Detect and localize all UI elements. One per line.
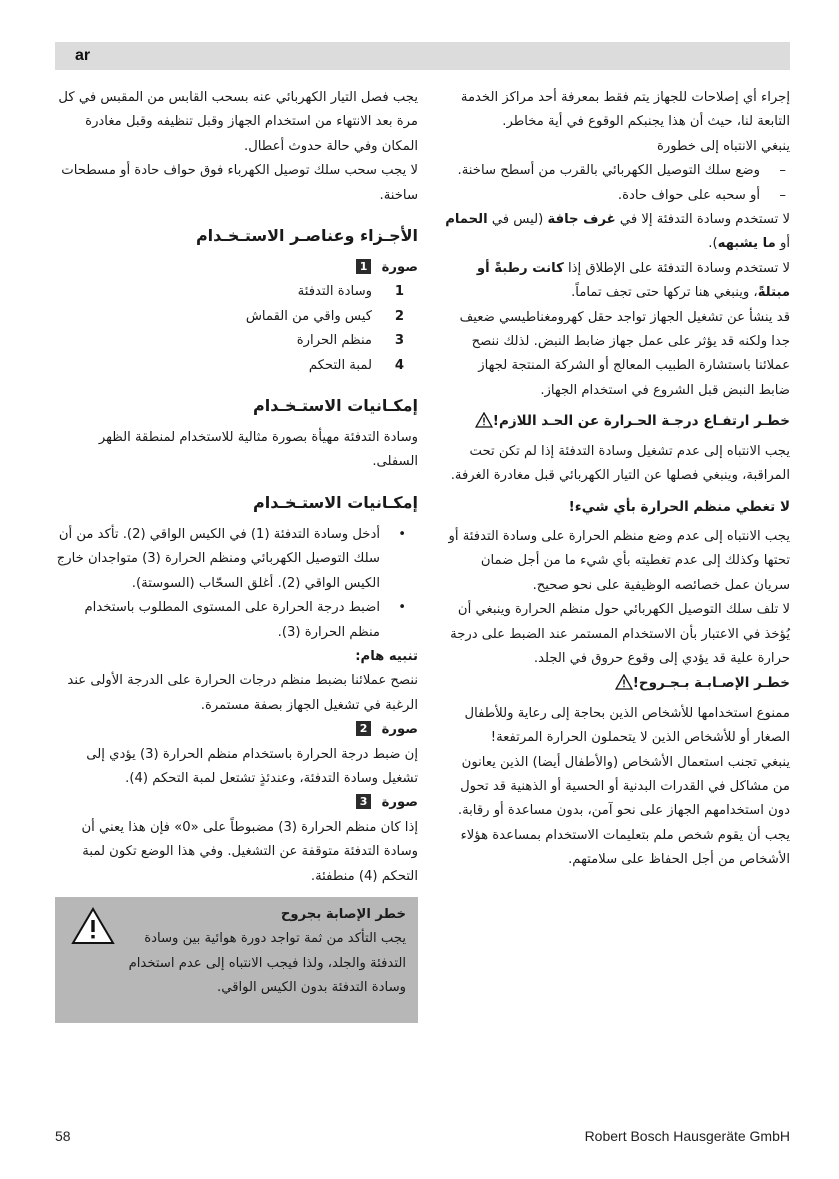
- warning-box-title: خطر الإصابة بجروح: [280, 906, 406, 922]
- left-column: [55, 86, 418, 1023]
- list-item: 1 وسادة التدفئة: [297, 284, 404, 300]
- parts-section-title: الأجـزاء وعناصـر الاستـخـدام: [195, 226, 418, 246]
- figure-2-paragraph: إن ضبط درجة الحرارة باستخدام منظم الحرارة (3) يؤدي إلى تشغيل وسادة التدفئة، وعندئذٍ تشتعل لمبة التحكم (4).: [86, 746, 418, 786]
- wet-pad-paragraph: لا تستخدم وسادة التدفئة على الإطلاق إذا كانت رطبةً أو مبتلةً، وينبغي هنا تركها حتى تجف تماماً.: [476, 260, 790, 301]
- list-item: • اضبط درجة الحرارة على المستوى المطلوب باستخدام منظم الحرارة (3).: [55, 596, 418, 645]
- warning-triangle-icon: [71, 907, 115, 945]
- list-item: – أو سحبه على حواف حادة.: [444, 184, 790, 208]
- warning-box-text: يجب التأكد من ثمة تواجد دورة هوائية بين وسادة التدفئة والجلد، ولذا فيجب الانتباه إلى عدم استخدام وسادة التدفئة بدون الكيس الواقي.: [128, 931, 406, 996]
- cord-edges-paragraph: لا يجب سحب سلك توصيل الكهرباء فوق حواف حادة أو مسطحات ساخنة.: [61, 163, 418, 203]
- overheat-warning-title: خطـر ارتفـاع درجـة الحـرارة عن الحـد اللازم!: [444, 409, 790, 433]
- supervision-paragraph: يجب الانتباه إلى عدم تشغيل وسادة التدفئة إذا لم تكن تحت المراقبة، وينبغي فصلها عن التيار الكهربائي قبل مغادرة الغرفة.: [450, 443, 790, 484]
- list-item: – وضع سلك التوصيل الكهربائي بالقرب من أسطح ساخنة.: [444, 159, 790, 183]
- prohibited-users-paragraph: ممنوع استخدامها للأشخاص الذين بحاجة إلى رعاية وللأطفال الصغار أو للأشخاص الذين لا يتحملون الحرارة المرتفعة!: [464, 705, 790, 746]
- list-item: • أدخل وسادة التدفئة (1) في الكيس الواقي (2). تأكد من أن سلك التوصيل الكهربائي ومنظم الحرارة (3) متواجدان خارج الكيس الواقي (2). أغلق السحّاب (السوستة).: [55, 523, 418, 596]
- warning-triangle-icon: [475, 412, 493, 428]
- language-code: ar: [75, 47, 91, 64]
- pacemaker-paragraph: قد ينشأ عن تشغيل الجهاز تواجد حقل كهرومغناطيسي ضعيف جدا ولكنه قد يؤثر على عمل جهاز ضابط النبض. لذلك ننصح عملائنا باستشارة الطبيب المعالج أو الشركة المنتجة لجهاز ضابط النبض قبل الشروع في استخدام الجهاز.: [459, 309, 790, 398]
- right-column: [444, 86, 790, 873]
- repair-paragraph: إجراء أي إصلاحات للجهاز يتم فقط بمعرفة أحد مراكز الخدمة التابعة لنا، حيث أن هذا يجنبكم الوقوع في أية مخاطر.: [460, 90, 790, 130]
- cord-wrap-paragraph: لا تلف سلك التوصيل الكهربائي حول منظم الحرارة وينبغي أن يُؤخذ في الاعتبار بأن الاستخدام المستمر عند الضبط على درجة حرارة علية قد يؤدي إلى وقوع حروق في الجلد.: [450, 602, 790, 666]
- operation-section-title: إمكـانيات الاستـخـدام: [253, 492, 418, 512]
- figure-label-1: صورة 1: [55, 256, 418, 280]
- company-name: Robert Bosch Hausgeräte GmbH: [584, 1128, 790, 1144]
- figure-3-paragraph: إذا كان منظم الحرارة (3) مضبوطاً على «0» فإن هذا يعني أن وسادة التدفئة متوقفة عن التشغيل. وفي هذا الوضع تكون لمبة التحكم (4) منطفئة.: [81, 819, 418, 884]
- figure-label-3: صورة 3: [55, 791, 418, 815]
- operation-steps: [55, 523, 418, 645]
- warning-box: [55, 897, 418, 1023]
- language-bar: [55, 42, 790, 70]
- note-paragraph: ننصح عملائنا بضبط منظم درجات الحرارة على الدرجة الأولى عند الرغبة في تشغيل الجهاز بصفة مستمرة.: [67, 673, 418, 713]
- list-item: 3 منظم الحرارة: [296, 333, 404, 349]
- caution-intro: ينبغي الانتباه إلى خطورة: [656, 138, 790, 154]
- assistance-paragraph: ينبغي تجنب استعمال الأشخاص (والأطفال أيضا) الذين يعانون من مشاكل في القدرات البدنية أو الحسية أو الذهنية قد تحول دون استخدامهم الجهاز على نحو آمن، بدون مساعدة أو رقابة. يجب أن يقوم شخص ملم بتعليمات الاستخدام بمساعدة هؤلاء الأشخاص من أجل الحفاظ على سلامتهم.: [457, 754, 790, 868]
- dry-rooms-paragraph: لا تستخدم وسادة التدفئة إلا في غرف جافة (ليس في الحمام أو ما يشبهه).: [445, 212, 790, 252]
- note-title: تنبيه هام:: [355, 648, 418, 664]
- caution-list: [444, 159, 790, 208]
- warning-triangle-icon: [615, 674, 633, 690]
- parts-list: [55, 280, 418, 378]
- injury-warning-title: خطـر الإصـابـة بـجـروح!: [444, 671, 790, 695]
- unplug-paragraph: يجب فصل التيار الكهربائي عنه بسحب القابس من المقبس في كل مرة بعد الانتهاء من استخدام الجهاز وقبل تنظيفه وقبل مغادرة المكان وفي حالة حدوث أعطال.: [58, 90, 418, 154]
- list-item: 4 لمبة التحكم: [308, 357, 404, 373]
- usage-paragraph: وسادة التدفئة مهيأة بصورة مثالية للاستخدام لمنطقة الظهر السفلى.: [98, 430, 418, 470]
- usage-section-title: إمكـانيات الاستـخـدام: [253, 396, 418, 416]
- figure-label-2: صورة 2: [55, 718, 418, 742]
- thermostat-warning-title: لا تغطي منظم الحرارة بأي شيء!: [568, 498, 790, 515]
- list-item: 2 كيس واقي من القماش: [245, 308, 404, 324]
- page-number: 58: [55, 1128, 71, 1144]
- thermostat-paragraph: يجب الانتباه إلى عدم وضع منظم الحرارة على وسادة التدفئة أو تحتها وكذلك إلى عدم تغطيته بأي شيء ما من أجل ضمان سريان عمل خصائصه الوظيفية على نحو صحيح.: [448, 528, 790, 593]
